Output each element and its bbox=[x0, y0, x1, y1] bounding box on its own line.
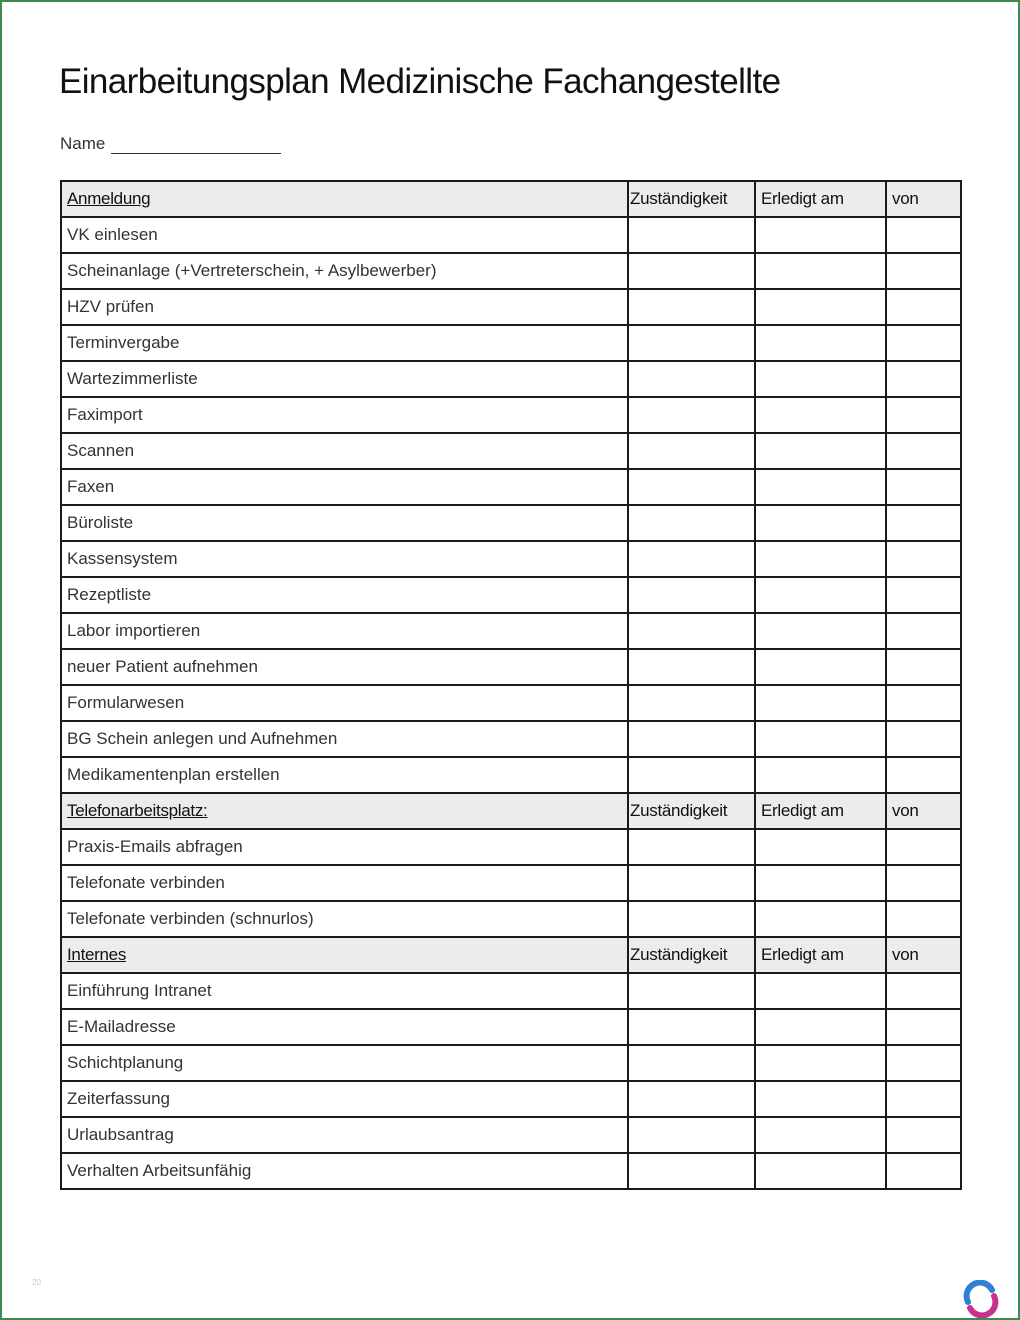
task-row bbox=[61, 397, 961, 433]
task-label: Medikamentenplan erstellen bbox=[61, 757, 628, 793]
signed-by-cell[interactable] bbox=[886, 253, 961, 289]
page-title: Einarbeitungsplan Medizinische Fachangestellte bbox=[59, 62, 781, 101]
section-heading-cell bbox=[61, 181, 628, 217]
task-label: VK einlesen bbox=[61, 217, 628, 253]
responsibility-cell[interactable] bbox=[628, 685, 755, 721]
responsibility-cell[interactable] bbox=[628, 469, 755, 505]
name-field bbox=[60, 134, 281, 154]
signed-by-cell[interactable] bbox=[886, 757, 961, 793]
signed-by-cell[interactable] bbox=[886, 397, 961, 433]
completed-date-cell[interactable] bbox=[755, 577, 886, 613]
completed-date-cell[interactable] bbox=[755, 973, 886, 1009]
task-label: Telefonate verbinden (schnurlos) bbox=[61, 901, 628, 937]
task-row bbox=[61, 541, 961, 577]
task-label: Einführung Intranet bbox=[61, 973, 628, 1009]
completed-date-cell[interactable] bbox=[755, 613, 886, 649]
signed-by-cell[interactable] bbox=[886, 469, 961, 505]
responsibility-cell[interactable] bbox=[628, 361, 755, 397]
task-label: Rezeptliste bbox=[61, 577, 628, 613]
task-row bbox=[61, 469, 961, 505]
responsibility-cell[interactable] bbox=[628, 1117, 755, 1153]
section-heading-cell bbox=[61, 937, 628, 973]
task-label: Terminvergabe bbox=[61, 325, 628, 361]
completed-date-cell[interactable] bbox=[755, 901, 886, 937]
signed-by-cell[interactable] bbox=[886, 325, 961, 361]
responsibility-cell[interactable] bbox=[628, 541, 755, 577]
task-row bbox=[61, 1009, 961, 1045]
responsibility-cell[interactable] bbox=[628, 901, 755, 937]
section-heading: Telefonarbeitsplatz: bbox=[67, 801, 208, 820]
task-row bbox=[61, 1117, 961, 1153]
onboarding-table bbox=[60, 180, 962, 1190]
responsibility-cell[interactable] bbox=[628, 217, 755, 253]
completed-date-cell[interactable] bbox=[755, 433, 886, 469]
responsibility-cell[interactable] bbox=[628, 577, 755, 613]
signed-by-cell[interactable] bbox=[886, 541, 961, 577]
signed-by-cell[interactable] bbox=[886, 613, 961, 649]
column-header: Erledigt am bbox=[755, 793, 886, 829]
task-row bbox=[61, 865, 961, 901]
task-row bbox=[61, 613, 961, 649]
signed-by-cell[interactable] bbox=[886, 361, 961, 397]
completed-date-cell[interactable] bbox=[755, 865, 886, 901]
responsibility-cell[interactable] bbox=[628, 505, 755, 541]
task-row bbox=[61, 1153, 961, 1189]
task-label: Scannen bbox=[61, 433, 628, 469]
task-row bbox=[61, 649, 961, 685]
completed-date-cell[interactable] bbox=[755, 1117, 886, 1153]
responsibility-cell[interactable] bbox=[628, 253, 755, 289]
task-row bbox=[61, 973, 961, 1009]
responsibility-cell[interactable] bbox=[628, 757, 755, 793]
completed-date-cell[interactable] bbox=[755, 757, 886, 793]
signed-by-cell[interactable] bbox=[886, 1081, 961, 1117]
responsibility-cell[interactable] bbox=[628, 1081, 755, 1117]
responsibility-cell[interactable] bbox=[628, 721, 755, 757]
completed-date-cell[interactable] bbox=[755, 361, 886, 397]
responsibility-cell[interactable] bbox=[628, 613, 755, 649]
task-label: Formularwesen bbox=[61, 685, 628, 721]
task-label: Faxen bbox=[61, 469, 628, 505]
task-row bbox=[61, 1045, 961, 1081]
completed-date-cell[interactable] bbox=[755, 1153, 886, 1189]
task-row bbox=[61, 325, 961, 361]
task-label: Büroliste bbox=[61, 505, 628, 541]
completed-date-cell[interactable] bbox=[755, 685, 886, 721]
column-header: Zuständigkeit bbox=[628, 793, 755, 829]
signed-by-cell[interactable] bbox=[886, 577, 961, 613]
column-header: von bbox=[886, 937, 961, 973]
section-heading: Internes bbox=[67, 945, 127, 964]
task-label: HZV prüfen bbox=[61, 289, 628, 325]
responsibility-cell[interactable] bbox=[628, 829, 755, 865]
task-row bbox=[61, 685, 961, 721]
task-label: Kassensystem bbox=[61, 541, 628, 577]
completed-date-cell[interactable] bbox=[755, 721, 886, 757]
responsibility-cell[interactable] bbox=[628, 649, 755, 685]
section-header-row bbox=[61, 793, 961, 829]
responsibility-cell[interactable] bbox=[628, 1153, 755, 1189]
name-blank-line[interactable] bbox=[111, 135, 281, 154]
signed-by-cell[interactable] bbox=[886, 973, 961, 1009]
signed-by-cell[interactable] bbox=[886, 217, 961, 253]
signed-by-cell[interactable] bbox=[886, 289, 961, 325]
completed-date-cell[interactable] bbox=[755, 325, 886, 361]
task-label: Praxis-Emails abfragen bbox=[61, 829, 628, 865]
column-header: von bbox=[886, 793, 961, 829]
completed-date-cell[interactable] bbox=[755, 541, 886, 577]
task-row bbox=[61, 1081, 961, 1117]
completed-date-cell[interactable] bbox=[755, 829, 886, 865]
signed-by-cell[interactable] bbox=[886, 865, 961, 901]
responsibility-cell[interactable] bbox=[628, 289, 755, 325]
signed-by-cell[interactable] bbox=[886, 1117, 961, 1153]
responsibility-cell[interactable] bbox=[628, 865, 755, 901]
responsibility-cell[interactable] bbox=[628, 1009, 755, 1045]
section-heading-cell bbox=[61, 793, 628, 829]
task-row bbox=[61, 577, 961, 613]
signed-by-cell[interactable] bbox=[886, 901, 961, 937]
completed-date-cell[interactable] bbox=[755, 397, 886, 433]
task-label: Faximport bbox=[61, 397, 628, 433]
completed-date-cell[interactable] bbox=[755, 217, 886, 253]
signed-by-cell[interactable] bbox=[886, 1153, 961, 1189]
column-header: Erledigt am bbox=[755, 181, 886, 217]
brand-logo-icon bbox=[962, 1280, 1000, 1318]
task-row bbox=[61, 757, 961, 793]
completed-date-cell[interactable] bbox=[755, 505, 886, 541]
task-row bbox=[61, 289, 961, 325]
task-row bbox=[61, 433, 961, 469]
task-label: Schichtplanung bbox=[61, 1045, 628, 1081]
task-label: Wartezimmerliste bbox=[61, 361, 628, 397]
column-header: von bbox=[886, 181, 961, 217]
signed-by-cell[interactable] bbox=[886, 685, 961, 721]
completed-date-cell[interactable] bbox=[755, 649, 886, 685]
completed-date-cell[interactable] bbox=[755, 253, 886, 289]
responsibility-cell[interactable] bbox=[628, 433, 755, 469]
responsibility-cell[interactable] bbox=[628, 325, 755, 361]
completed-date-cell[interactable] bbox=[755, 1009, 886, 1045]
task-row bbox=[61, 217, 961, 253]
task-label: Labor importieren bbox=[61, 613, 628, 649]
column-header: Zuständigkeit bbox=[628, 181, 755, 217]
task-label: neuer Patient aufnehmen bbox=[61, 649, 628, 685]
task-label: Telefonate verbinden bbox=[61, 865, 628, 901]
responsibility-cell[interactable] bbox=[628, 1045, 755, 1081]
completed-date-cell[interactable] bbox=[755, 1081, 886, 1117]
task-label: Urlaubsantrag bbox=[61, 1117, 628, 1153]
task-label: Verhalten Arbeitsunfähig bbox=[61, 1153, 628, 1189]
signed-by-cell[interactable] bbox=[886, 721, 961, 757]
completed-date-cell[interactable] bbox=[755, 469, 886, 505]
section-header-row bbox=[61, 181, 961, 217]
responsibility-cell[interactable] bbox=[628, 973, 755, 1009]
page-number: 20 bbox=[32, 1278, 41, 1287]
task-row bbox=[61, 829, 961, 865]
completed-date-cell[interactable] bbox=[755, 289, 886, 325]
signed-by-cell[interactable] bbox=[886, 1009, 961, 1045]
column-header: Erledigt am bbox=[755, 937, 886, 973]
task-row bbox=[61, 721, 961, 757]
signed-by-cell[interactable] bbox=[886, 829, 961, 865]
section-header-row bbox=[61, 937, 961, 973]
column-header: Zuständigkeit bbox=[628, 937, 755, 973]
task-label: Scheinanlage (+Vertreterschein, + Asylbewerber) bbox=[61, 253, 628, 289]
task-row bbox=[61, 361, 961, 397]
task-label: E-Mailadresse bbox=[61, 1009, 628, 1045]
task-row bbox=[61, 901, 961, 937]
signed-by-cell[interactable] bbox=[886, 433, 961, 469]
signed-by-cell[interactable] bbox=[886, 505, 961, 541]
signed-by-cell[interactable] bbox=[886, 649, 961, 685]
completed-date-cell[interactable] bbox=[755, 1045, 886, 1081]
responsibility-cell[interactable] bbox=[628, 397, 755, 433]
section-heading: Anmeldung bbox=[67, 189, 151, 208]
task-label: Zeiterfassung bbox=[61, 1081, 628, 1117]
signed-by-cell[interactable] bbox=[886, 1045, 961, 1081]
task-label: BG Schein anlegen und Aufnehmen bbox=[61, 721, 628, 757]
name-label: Name bbox=[60, 134, 106, 153]
task-row bbox=[61, 253, 961, 289]
task-row bbox=[61, 505, 961, 541]
